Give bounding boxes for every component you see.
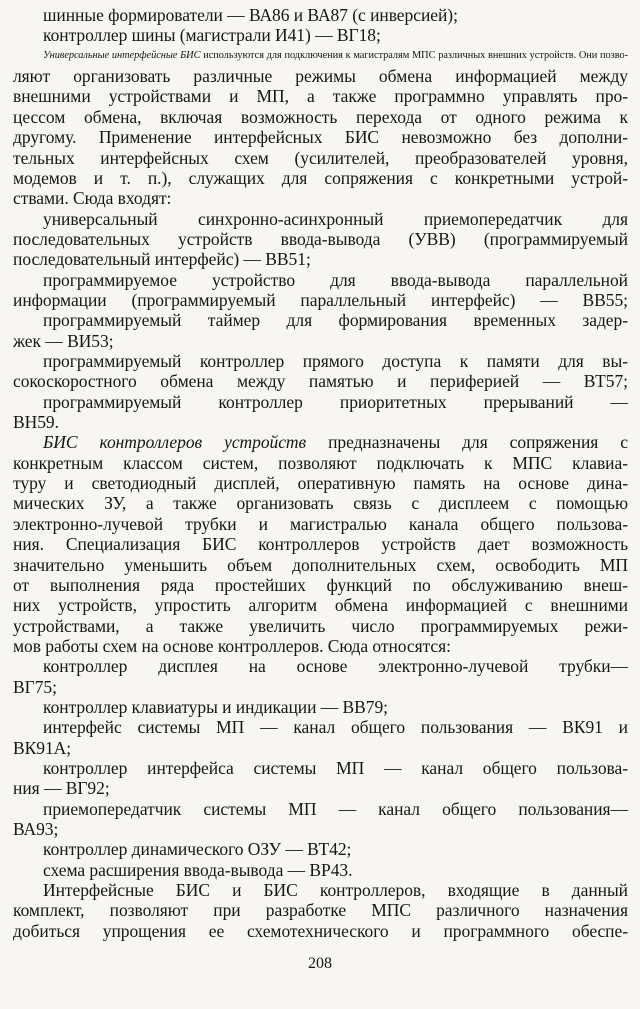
line-text: сокоскоростного обмена между памятью и периферией — ВТ57; <box>13 371 628 392</box>
text-line <box>0 106 640 128</box>
line-text: ВН59. <box>13 412 59 432</box>
italic-term: Универсальные интерфейсные БИС <box>43 49 201 61</box>
line-text: конкретным классом систем, позволяют подключать к МПС клавиа- <box>13 452 628 473</box>
text-line <box>0 45 640 67</box>
text-line <box>0 85 640 107</box>
text-line <box>0 350 640 372</box>
text-line <box>0 594 640 616</box>
line-text: добиться упрощения ее схемотехнического и программного обеспе- <box>13 920 628 941</box>
line-text: ствами. Сюда входят: <box>13 188 172 209</box>
line-text: схема расширения ввода-вывода — ВР43. <box>43 859 353 880</box>
text-line <box>0 492 640 514</box>
text-line <box>0 737 640 759</box>
line-text: шинные формирователи — ВА86 и ВА87 (с инверсией); <box>43 5 458 25</box>
line-text: цессом обмена, включая возможность перехода от одного режима к <box>13 106 628 127</box>
line-text: другому. Применение интерфейсных БИС невозможно без дополни- <box>13 127 628 148</box>
text-line <box>0 635 640 657</box>
text-line <box>0 716 640 738</box>
text-line <box>0 248 640 270</box>
line-text: электронно-лучевой трубки и магистралью канала общего пользова- <box>13 513 628 534</box>
line-text: тельных интерфейсных схем (усилителей, преобразователей уровня, <box>13 147 628 168</box>
text-line <box>0 554 640 576</box>
line-text: внешними устройствами и МП, а также программно управлять про- <box>13 86 628 107</box>
line-text: предназначены для сопряжения с <box>306 432 628 453</box>
line-text: Интерфейсные БИС и БИС контроллеров, входящие в данный <box>43 880 628 901</box>
text-line <box>0 167 640 189</box>
italic-term: БИС контроллеров устройств <box>43 432 307 453</box>
text-line <box>0 899 640 921</box>
text-line <box>0 330 640 352</box>
line-text: от выполнения ряда простейших функций по обслуживанию внеш- <box>13 574 628 595</box>
text-line <box>0 208 640 230</box>
line-text: интерфейс системы МП — канал общего пользования — ВК91 и <box>43 717 628 738</box>
text-line <box>0 574 640 596</box>
line-text: ВК91А; <box>13 737 72 758</box>
text-line <box>0 309 640 331</box>
line-text: последовательный интерфейс) — ВВ51; <box>13 249 311 270</box>
line-text: ВА93; <box>13 819 59 839</box>
text-line <box>0 370 640 392</box>
line-text: мов работы схем на основе контроллеров. Сюда относятся: <box>13 635 451 656</box>
line-text: комплект, позволяют при разработке МПС различного назначения <box>13 900 628 921</box>
line-text: ния — ВГ92; <box>13 778 110 799</box>
line-text: значительно уменьшить объем дополнительных схем, освободить МП <box>13 554 628 575</box>
text-line <box>0 431 640 453</box>
line-text: туру и светодиодный дисплей, оперативную память на основе дина- <box>13 473 628 494</box>
line-text: ния. Специализация БИС контроллеров устройств дает возможность <box>13 534 628 555</box>
text-line <box>0 696 640 718</box>
text-line <box>0 859 640 881</box>
line-text: модемов и т. п.), служащих для сопряжения с конкретными устрой- <box>13 167 628 188</box>
text-line <box>0 228 640 250</box>
line-text: мических ЗУ, а также организовать связь с дисплеем с помощью <box>13 493 628 514</box>
line-text: универсальный синхронно-асинхронный приемопередатчик для <box>43 208 628 229</box>
line-text: программируемое устройство для ввода-вывода параллельной <box>43 269 628 290</box>
text-line <box>0 187 640 209</box>
text-line <box>0 655 640 677</box>
line-text: приемопередатчик системы МП — канал общего пользования— <box>43 798 628 819</box>
text-line <box>0 676 640 698</box>
text-line <box>0 411 640 433</box>
line-text: контроллер интерфейса системы МП — канал общего пользова- <box>43 758 628 778</box>
line-text: программируемый таймер для формирования временных задер- <box>43 310 628 331</box>
line-text: контроллер динамического ОЗУ — ВТ42; <box>43 839 352 860</box>
text-line <box>0 798 640 820</box>
text-line <box>0 472 640 494</box>
text-line <box>0 818 640 840</box>
line-text: них устройств, упростить алгоритм обмена информацией с внешними <box>13 595 628 616</box>
text-line <box>0 615 640 637</box>
line-text: ляют организовать различные режимы обмена информацией между <box>13 66 628 87</box>
line-text: контроллер шины (магистрали И41) — ВГ18; <box>43 25 381 46</box>
text-line <box>0 452 640 474</box>
page-number: 208 <box>308 955 332 972</box>
text-line <box>0 65 640 87</box>
text-line <box>0 147 640 169</box>
line-text: используются для подключения к магистралям МПС различных внешних устройств. Они позво- <box>200 49 628 61</box>
text-line <box>0 777 640 799</box>
text-line <box>0 757 640 779</box>
line-text: программируемый контроллер приоритетных прерываний — <box>43 391 628 412</box>
text-line <box>0 126 640 148</box>
text-line <box>0 391 640 413</box>
line-text: программируемый контроллер прямого доступа к памяти для вы- <box>43 351 628 371</box>
text-line <box>0 838 640 860</box>
text-line <box>0 4 640 26</box>
text-line <box>0 24 640 46</box>
line-text: ВГ75; <box>13 676 57 697</box>
text-line <box>0 269 640 291</box>
text-line <box>0 879 640 901</box>
text-line <box>0 289 640 311</box>
line-text: жек — ВИ53; <box>13 330 114 351</box>
line-text: информации (программируемый параллельный интерфейс) — ВВ55; <box>13 289 628 310</box>
line-text: контроллер клавиатуры и индикации — ВВ79; <box>43 696 388 717</box>
line-text: контроллер дисплея на основе электронно-лучевой трубки— <box>43 656 628 677</box>
text-line <box>0 533 640 555</box>
text-line <box>0 920 640 942</box>
text-line <box>0 513 640 535</box>
line-text: последовательных устройств ввода-вывода (УВВ) (программируемый <box>13 228 628 249</box>
line-text: устройствами, а также увеличить число программируемых режи- <box>13 615 628 636</box>
